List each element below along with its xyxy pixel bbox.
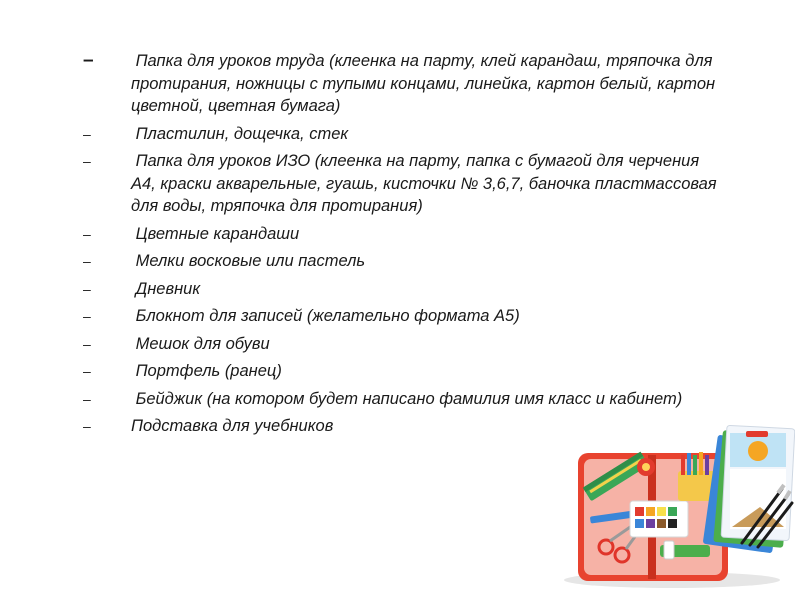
list-item (80, 250, 720, 273)
supply-list (80, 50, 720, 443)
list-item (80, 223, 720, 246)
list-item (80, 388, 720, 411)
list-item (80, 278, 720, 301)
list-item-text: Подставка для учебников (131, 417, 334, 435)
list-item (80, 123, 720, 146)
list-item-text: Мешок для обуви (131, 334, 270, 353)
paint-box (630, 501, 688, 537)
list-bullet: – (83, 280, 91, 297)
list-item (80, 50, 720, 118)
list-item-text: Дневник (131, 279, 201, 298)
list-item-text: Пластилин, дощечка, стек (131, 124, 349, 143)
list-bullet: – (83, 363, 91, 379)
school-supplies-kit-icon (560, 415, 795, 590)
list-item-text: Цветные карандаши (131, 224, 300, 243)
list-item-text: Бейджик (на котором будет написано фамилия имя класс и кабинет) (131, 389, 683, 408)
list-item (80, 333, 720, 356)
list-item-text: Блокнот для записей (желательно формата А5) (131, 307, 520, 325)
list-bullet: – (83, 125, 91, 142)
list-bullet: – (83, 153, 91, 169)
list-bullet: – (83, 225, 91, 242)
list-bullet: – (83, 335, 91, 352)
list-item-text: Папка для уроков ИЗО (клеенка на парту, папка с бумагой для черчения А4, краски акварельные, гуашь, кисточки № 3,6,7, баночка пластмассовая для воды, тряпочка для протирания) (131, 152, 722, 215)
list-bullet: – (83, 308, 91, 324)
list-item-text: Мелки восковые или пастель (131, 252, 366, 270)
list-bullet: – (83, 390, 91, 407)
list-item (80, 150, 720, 218)
list-bullet: – (83, 253, 91, 269)
list-item-text: Портфель (ранец) (131, 362, 282, 380)
list-bullet: – (83, 50, 94, 71)
list-item (80, 360, 720, 383)
list-bullet: – (83, 418, 91, 434)
list-item (80, 305, 720, 328)
list-item-text: Папка для уроков труда (клеенка на парту, клей карандаш, тряпочка для протирания, ножницы с тупыми концами, линейка, картон белый, картон цветной, цветная бумага) (131, 52, 720, 115)
